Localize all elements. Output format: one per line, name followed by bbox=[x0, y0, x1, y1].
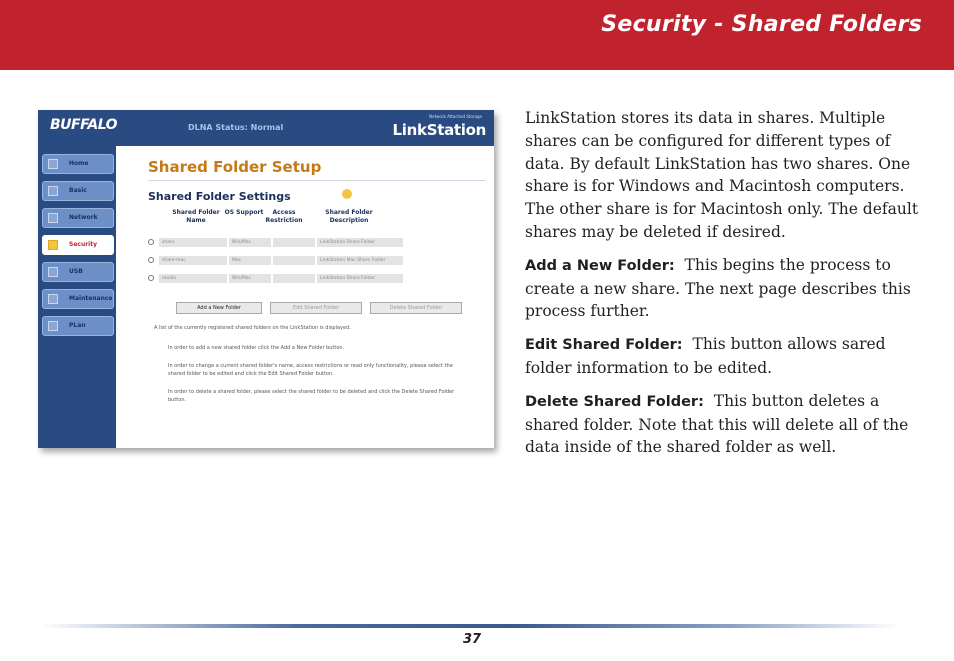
folder-icon bbox=[48, 213, 58, 223]
nav-usb bbox=[42, 262, 114, 282]
page-number: 37 bbox=[463, 632, 482, 647]
edit-folder-paragraph bbox=[525, 333, 920, 380]
dlna-status: DLNA Status: Normal bbox=[188, 123, 284, 132]
text-column bbox=[525, 107, 920, 459]
page-title: Security - Shared Folders bbox=[601, 12, 922, 37]
table-row bbox=[148, 237, 466, 248]
folder-icon bbox=[48, 294, 58, 304]
nav-plan bbox=[42, 316, 114, 336]
delete-folder-paragraph bbox=[525, 390, 920, 459]
folder-icon bbox=[48, 159, 58, 169]
screenshot-figure bbox=[38, 110, 494, 448]
cell-name: share bbox=[158, 237, 228, 248]
delete-folder-term: Delete Shared Folder: bbox=[525, 393, 704, 410]
divider bbox=[148, 180, 486, 181]
delete-folder-button-image: Delete Shared Folder bbox=[370, 302, 462, 314]
table-row bbox=[148, 273, 466, 284]
col-header-access: Access Restriction bbox=[265, 209, 303, 224]
cell-description: LinkStation Share Folder bbox=[316, 237, 404, 248]
nav-label: PLan bbox=[69, 322, 86, 329]
screenshot-topbar bbox=[38, 110, 494, 146]
cell-access bbox=[272, 237, 316, 248]
linkstation-logo: LinkStation bbox=[392, 121, 486, 139]
nav-label: Security bbox=[69, 241, 98, 248]
add-folder-desc: This begins the process to create a new share. The next page describes this process further. bbox=[525, 255, 911, 321]
bullet-edit: In order to change a current shared folder's name, access restrictions or read only functionality, please select the shared folder to be edited and click the Edit Shared Folder button. bbox=[168, 363, 453, 377]
header-banner bbox=[0, 0, 954, 70]
add-folder-term: Add a New Folder: bbox=[525, 257, 675, 274]
cell-name: share-mac bbox=[158, 255, 228, 266]
nav-label: Home bbox=[69, 160, 89, 167]
nav-home bbox=[42, 154, 114, 174]
radio-button bbox=[148, 275, 154, 281]
edit-folder-desc: This button allows sared folder information to be edited. bbox=[525, 335, 886, 377]
nav-security bbox=[42, 235, 114, 255]
add-folder-paragraph bbox=[525, 254, 920, 323]
col-header-os: OS Support bbox=[224, 209, 264, 216]
folder-icon bbox=[48, 321, 58, 331]
radio-button bbox=[148, 257, 154, 263]
folder-icon bbox=[48, 186, 58, 196]
cell-os: Win/Mac bbox=[228, 273, 272, 284]
folder-icon bbox=[48, 267, 58, 277]
cell-os: Win/Mac bbox=[228, 237, 272, 248]
cell-name: media bbox=[158, 273, 228, 284]
help-icon bbox=[342, 189, 352, 199]
bullet-add: In order to add a new shared folder click the Add a New Folder button. bbox=[168, 345, 345, 351]
info-text: A list of the currently registered shared folders on the LinkStation is displayed. bbox=[154, 325, 351, 331]
col-header-description: Shared Folder Description bbox=[325, 209, 373, 224]
nav-network bbox=[42, 208, 114, 228]
nav-label: Maintenance bbox=[69, 295, 113, 302]
footer-divider bbox=[40, 624, 900, 628]
bullet-delete: In order to delete a shared folder, please select the shared folder to be deleted and click the Delete Shared Folder button. bbox=[168, 389, 455, 403]
col-header-name: Shared Folder Name bbox=[172, 209, 220, 224]
edit-folder-button-image: Edit Shared Folder bbox=[270, 302, 362, 314]
setup-title: Shared Folder Setup bbox=[148, 158, 322, 176]
cell-os: Mac bbox=[228, 255, 272, 266]
nav-basic bbox=[42, 181, 114, 201]
table-row bbox=[148, 255, 466, 266]
nav-label: USB bbox=[69, 268, 83, 275]
screenshot-sidebar bbox=[38, 146, 116, 448]
screenshot-main bbox=[116, 146, 494, 448]
cell-description: LinkStation Share Folder bbox=[316, 273, 404, 284]
add-folder-button-image: Add a New Folder bbox=[176, 302, 262, 314]
folder-icon bbox=[48, 240, 58, 250]
intro-paragraph: LinkStation stores its data in shares. Multiple shares can be configured for different types of data. By default LinkStation has two shares. One share is for Windows and Macintosh computers. The other share is for Macintosh only. The default shares may be deleted if desired. bbox=[525, 109, 919, 241]
product-tagline: Network Attached Storage bbox=[429, 114, 482, 119]
nav-label: Network bbox=[69, 214, 98, 221]
settings-title: Shared Folder Settings bbox=[148, 190, 291, 203]
nav-maintenance bbox=[42, 289, 114, 309]
nav-label: Basic bbox=[69, 187, 87, 194]
delete-folder-desc: This button deletes a shared folder. Note that this will delete all of the data inside of the shared folder as well. bbox=[525, 391, 909, 457]
buffalo-logo: BUFFALO bbox=[50, 117, 118, 133]
radio-button bbox=[148, 239, 154, 245]
edit-folder-term: Edit Shared Folder: bbox=[525, 337, 683, 354]
cell-access bbox=[272, 273, 316, 284]
cell-access bbox=[272, 255, 316, 266]
cell-description: LinkStation Mac Share Folder bbox=[316, 255, 404, 266]
